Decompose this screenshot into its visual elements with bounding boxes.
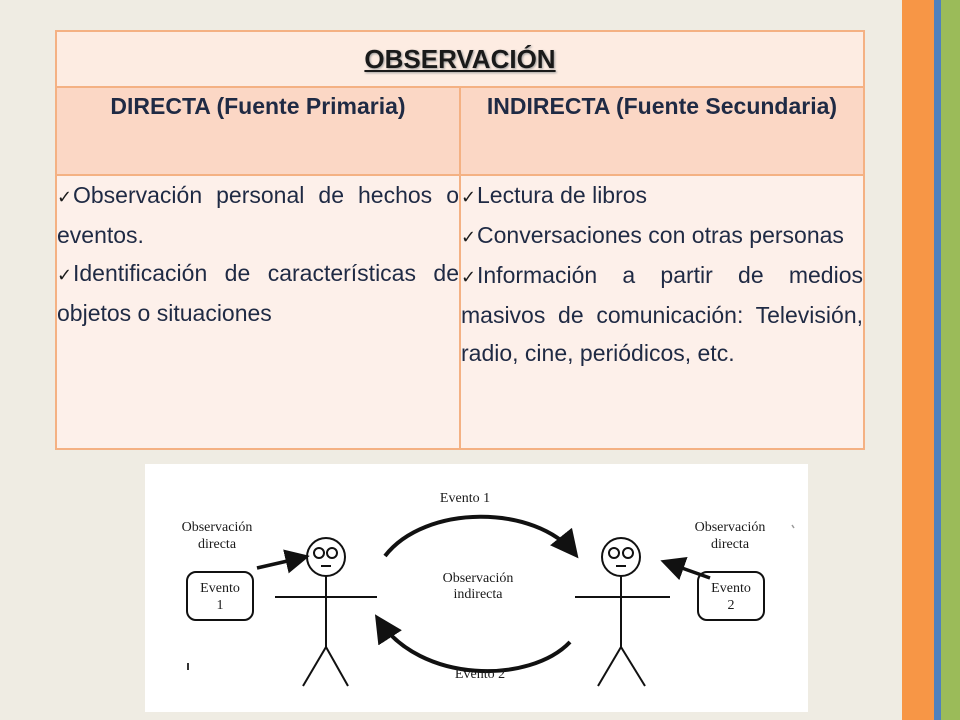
arrow-top-label: Evento 1 xyxy=(439,491,491,506)
observation-diagram xyxy=(145,464,808,712)
arrow-bottom-label: Evento 2 xyxy=(454,667,506,682)
arrow-evento-1 xyxy=(385,517,575,556)
evento-1-label-line2: 1 xyxy=(216,598,224,613)
stray-mark xyxy=(792,525,794,528)
observation-table xyxy=(55,30,865,450)
header-direct: DIRECTA (Fuente Primaria) xyxy=(56,87,460,175)
indirect-cell xyxy=(460,175,864,449)
table-title: OBSERVACIÓN xyxy=(56,31,864,87)
evento-2-label-line1: Evento xyxy=(711,581,751,596)
arrow-to-left-observer xyxy=(257,557,305,568)
right-stick-figure xyxy=(575,538,670,686)
left-observer-label-line2: directa xyxy=(197,537,237,552)
center-label-line2: indirecta xyxy=(453,587,503,602)
direct-list xyxy=(57,176,459,332)
list-item-text: Información a partir de medios masivos de comunicación: Televisión, radio, cine, periódicos, etc. xyxy=(461,262,863,366)
list-item-text: Identificación de características de objetos o situaciones xyxy=(57,260,459,326)
evento-2-label-line2: 2 xyxy=(727,598,735,613)
arrow-to-right-observer xyxy=(665,562,710,578)
check-mark-icon: ✓ xyxy=(461,187,477,207)
list-item xyxy=(461,256,863,372)
decorative-stripe-blue xyxy=(934,0,941,720)
check-mark-icon: ✓ xyxy=(57,265,73,285)
arrow-evento-2 xyxy=(378,619,570,671)
right-observer-label-line1: Observación xyxy=(694,520,766,535)
right-observer-label-line2: directa xyxy=(710,537,750,552)
decorative-stripe-green xyxy=(941,0,960,720)
check-mark-icon: ✓ xyxy=(57,187,73,207)
list-item xyxy=(57,254,459,332)
direct-cell xyxy=(56,175,460,449)
list-item xyxy=(461,176,863,216)
center-label-line1: Observación xyxy=(442,571,514,586)
list-item-text: Conversaciones con otras personas xyxy=(477,222,844,248)
list-item-text: Observación personal de hechos o eventos. xyxy=(57,182,459,248)
decorative-stripe-orange xyxy=(902,0,934,720)
indirect-list xyxy=(461,176,863,372)
evento-1-label-line1: Evento xyxy=(200,581,240,596)
diagram-svg xyxy=(145,464,808,712)
list-item xyxy=(57,176,459,254)
check-mark-icon: ✓ xyxy=(461,267,477,287)
left-observer-label-line1: Observación xyxy=(181,520,253,535)
check-mark-icon: ✓ xyxy=(461,227,477,247)
list-item-text: Lectura de libros xyxy=(477,182,648,208)
list-item xyxy=(461,216,863,256)
header-indirect: INDIRECTA (Fuente Secundaria) xyxy=(460,87,864,175)
